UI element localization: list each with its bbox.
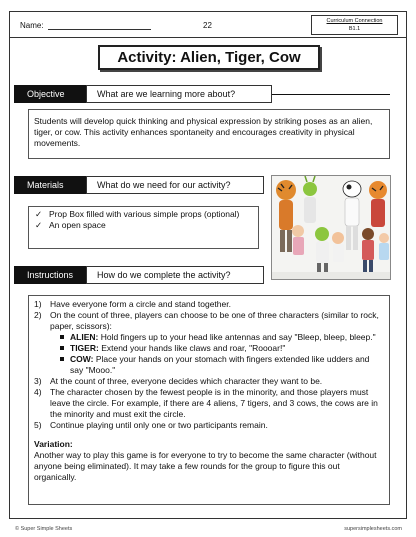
curriculum-code: B1.1 [348,26,361,32]
illustration-graphic [272,176,391,280]
bullet-square-icon [60,346,64,350]
bullet-square-icon [60,335,64,339]
materials-question: What do we need for our activity? [86,176,264,194]
materials-header [14,176,264,194]
name-label: Name: [20,21,44,30]
variation-title: Variation: [34,439,73,449]
list-item [35,209,252,220]
footer-site: supersimplesheets.com [344,526,402,532]
step-number: 3) [34,376,42,386]
objective-text: Students will develop quick thinking and physical expression by striking poses as an alien, tiger, or cow. This activity enhances spontaneity and encourages creativity in physical movements. [28,109,390,159]
character-name: ALIEN: [70,332,99,342]
materials-label: Materials [14,176,88,194]
step-number: 5) [34,420,42,430]
instructions-question: How do we complete the activity? [86,266,264,284]
instructions-header [14,266,264,284]
materials-list [28,206,259,249]
name-line[interactable] [48,22,151,30]
step-text: On the count of three, players can choose to be one of three characters (similar to rock, paper, scissors): [50,310,379,331]
checkmark-icon: ✓ [35,209,43,219]
step-3 [34,376,384,387]
bullet-square-icon [60,357,64,361]
materials-item: An open space [49,220,106,230]
page-title: Activity: Alien, Tiger, Cow [98,45,320,70]
step-text: The character chosen by the fewest people is in the minority, and those players must leave the circle. For example, if there are 4 aliens, 7 tigers, and 3 cows, the cows are in the minority and must exit the circle. [50,387,378,419]
curriculum-title: Curriculum Connection [326,18,383,24]
character-text: Place your hands on your stomach with fingers extended like udders and say "Mooo." [70,354,370,375]
step-5 [34,420,384,431]
step-number: 4) [34,387,42,397]
step-text: Have everyone form a circle and stand together. [50,299,231,309]
footer-copyright: © Super Simple Sheets [15,526,73,532]
step-text: At the count of three, everyone decides which character they want to be. [50,376,323,386]
character-alien [34,332,384,343]
instructions-text [28,295,390,505]
step-1 [34,299,384,310]
checkmark-icon: ✓ [35,220,43,230]
objective-label: Objective [14,85,88,103]
character-name: COW: [70,354,94,364]
variation-text: Another way to play this game is for everyone to try to become the same character (without anyone being eliminated). It may take a few rounds for the group to figure this out organically. [34,450,377,482]
step-text: Continue playing until only one or two participants remain. [50,420,268,430]
instructions-label: Instructions [14,266,88,284]
children-costumes-illustration [271,175,391,280]
page-number: 22 [203,21,212,30]
character-text: Extend your hands like claws and roar, "Roooar!" [101,343,286,353]
character-cow [34,354,384,376]
step-number: 2) [34,310,42,320]
list-item [35,220,252,231]
header-divider [9,37,407,38]
objective-header [14,85,390,103]
materials-item: Prop Box filled with various simple props (optional) [49,209,240,219]
curriculum-connection [311,15,398,35]
name-field[interactable] [20,21,151,30]
step-2 [34,310,384,332]
step-4 [34,387,384,420]
character-name: TIGER: [70,343,99,353]
objective-question: What are we learning more about? [86,85,272,103]
character-text: Hold fingers up to your head like antennas and say "Bleep, bleep, bleep." [100,332,376,342]
step-number: 1) [34,299,42,309]
character-tiger [34,343,384,354]
